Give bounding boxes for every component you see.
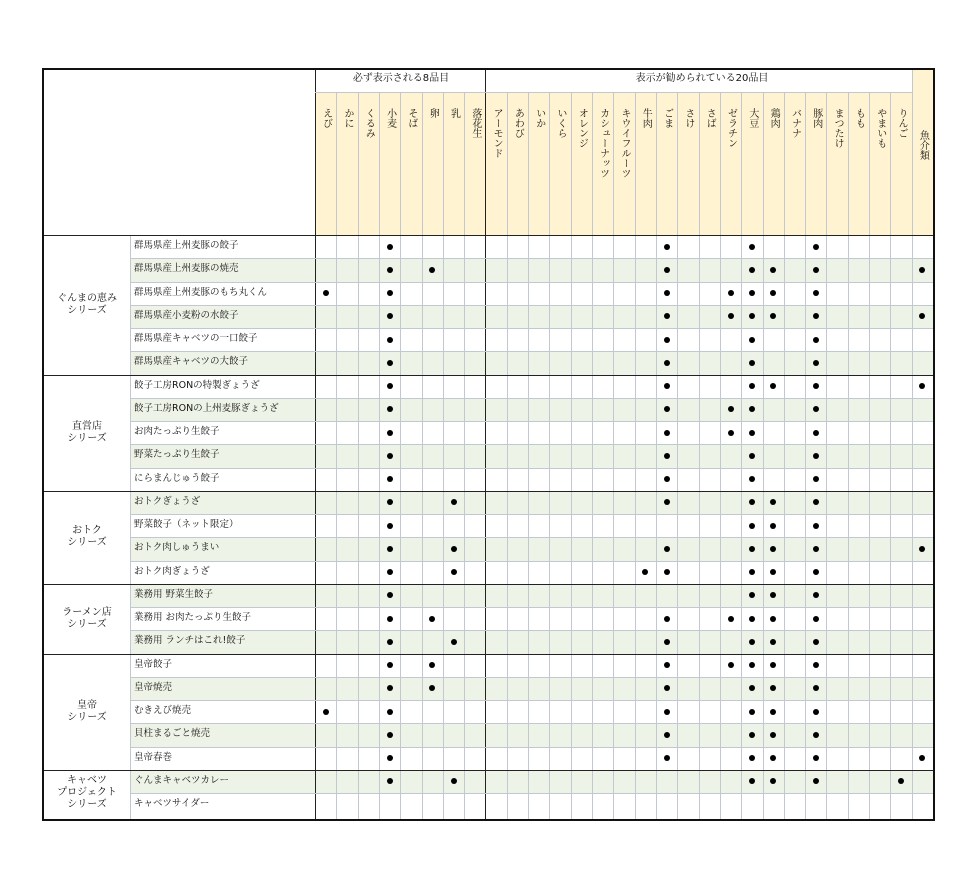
allergen-mark: [728, 290, 734, 296]
allergen-mark: [387, 476, 393, 482]
allergen-mark: [813, 546, 819, 552]
grid-line-h: [130, 421, 933, 422]
allergen-mark: [919, 755, 925, 761]
allergen-mark: [728, 662, 734, 668]
grid-line-v: [635, 92, 636, 819]
allergen-header: [507, 108, 528, 231]
grid-line-v: [741, 92, 742, 819]
allergen-mark: [813, 244, 819, 250]
allergen-mark: [770, 290, 776, 296]
grid-line-v: [699, 92, 700, 819]
allergen-label: いくら: [555, 108, 567, 138]
allergen-label: 卵: [427, 108, 439, 118]
allergen-mark: [770, 616, 776, 622]
product-name: 群馬県産キャベツの一口餃子: [134, 333, 258, 344]
allergen-mark: [664, 406, 670, 412]
product-name: むきえび焼売: [134, 705, 192, 716]
allergen-mark: [813, 709, 819, 715]
product-name: おトク肉ぎょうざ: [134, 565, 210, 577]
allergen-label: あわび: [512, 108, 524, 138]
allergen-mark: [451, 778, 457, 784]
allergen-header: [464, 108, 485, 231]
grid-line-v: [656, 92, 657, 819]
allergen-mark: [664, 499, 670, 505]
allergen-mark: [749, 546, 755, 552]
product-name: 群馬県産小麦粉の水餃子: [134, 309, 239, 321]
product-name: 業務用 ランチはこれ!餃子: [134, 635, 246, 647]
allergen-mark: [387, 639, 393, 645]
allergen-mark: [664, 267, 670, 273]
allergen-label: 落花生: [469, 108, 481, 138]
grid-line-h: [130, 630, 933, 631]
allergen-mark: [387, 267, 393, 273]
grid-line-h: [130, 747, 933, 748]
grid-line-v: [592, 92, 593, 819]
allergen-mark: [323, 709, 329, 715]
allergen-mark: [813, 290, 819, 296]
allergen-header: [571, 108, 592, 231]
grid-line-h: [130, 305, 933, 306]
allergen-header: [336, 108, 357, 231]
allergen-header: [422, 108, 443, 231]
allergen-mark: [387, 662, 393, 668]
product-name: 野菜餃子（ネット限定）: [134, 519, 239, 530]
series-label: [44, 375, 130, 491]
allergen-label: いか: [533, 108, 545, 128]
product-name: にらまんじゅう餃子: [134, 472, 220, 484]
allergen-label: キウイフルーツ: [618, 108, 630, 178]
allergen-header: [720, 108, 741, 231]
grid-line-h: [130, 537, 933, 538]
allergen-mark: [387, 732, 393, 738]
allergen-mark: [387, 383, 393, 389]
allergen-label: ごま: [661, 108, 673, 128]
allergen-mark: [770, 709, 776, 715]
allergen-label: ゼラチン: [725, 108, 737, 148]
allergen-label: カシューナッツ: [597, 108, 609, 178]
grid-line-h: [130, 607, 933, 608]
product-name: 貝柱まるごと焼売: [134, 728, 211, 740]
grid-line-v: [130, 235, 131, 819]
allergen-mark: [664, 569, 670, 575]
product-name: 業務用 野菜生餃子: [134, 588, 214, 600]
grid-line-h: [130, 398, 933, 399]
product-name: 餃子工房RONの上州麦豚ぎょうざ: [134, 402, 279, 414]
allergen-label: オレンジ: [576, 108, 588, 148]
grid-line-h: [130, 351, 933, 352]
allergen-mark: [387, 313, 393, 319]
allergen-label: えび: [320, 108, 332, 128]
allergen-header: [379, 108, 400, 231]
allergen-label: まつたけ: [832, 108, 844, 148]
allergen-mark: [664, 360, 670, 366]
allergen-mark: [749, 709, 755, 715]
allergen-mark: [770, 523, 776, 529]
product-name: 群馬県産上州麦豚の焼売: [134, 263, 239, 275]
allergen-mark: [749, 244, 755, 250]
grid-line-h: [44, 584, 933, 585]
allergen-mark: [770, 383, 776, 389]
allergen-label: さば: [704, 108, 716, 128]
allergen-header: [656, 108, 677, 231]
grid-line-h: [130, 677, 933, 678]
grid-line-v: [826, 92, 827, 819]
allergen-mark: [749, 732, 755, 738]
allergen-mark: [749, 569, 755, 575]
grid-line-v: [763, 92, 764, 819]
product-name: キャベツサイダー: [134, 798, 210, 809]
allergen-mark: [387, 616, 393, 622]
allergen-header: [485, 108, 506, 231]
series-label-line: ラーメン店: [62, 606, 112, 618]
allergen-mark: [387, 360, 393, 366]
allergen-mark: [387, 430, 393, 436]
allergen-mark: [813, 732, 819, 738]
allergen-mark: [749, 290, 755, 296]
allergen-mark: [749, 267, 755, 273]
grid-line-v: [379, 92, 380, 819]
allergen-mark: [451, 499, 457, 505]
allergen-mark: [664, 430, 670, 436]
allergen-mark: [387, 778, 393, 784]
allergen-mark: [387, 406, 393, 412]
allergen-mark: [749, 755, 755, 761]
allergen-label: 鶏肉: [768, 108, 780, 128]
allergen-label: くるみ: [363, 108, 375, 138]
allergen-mark: [749, 337, 755, 343]
product-name: お肉たっぷり生餃子: [134, 426, 220, 437]
allergen-mark: [451, 639, 457, 645]
series-label: [44, 770, 130, 817]
allergen-mark: [749, 430, 755, 436]
grid-line-v: [571, 92, 572, 819]
series-label: [44, 491, 130, 584]
grid-line-v: [613, 92, 614, 819]
grid-line-h: [130, 444, 933, 445]
group-title-required: 必ず表示される8品目: [352, 73, 450, 84]
allergen-mark: [813, 639, 819, 645]
allergen-header: [400, 108, 421, 231]
allergen-mark: [387, 592, 393, 598]
allergen-mark: [813, 616, 819, 622]
allergen-header: [549, 108, 570, 231]
allergen-header: [869, 108, 890, 231]
allergen-mark: [387, 453, 393, 459]
grid-line-v: [528, 92, 529, 819]
allergen-mark: [664, 732, 670, 738]
allergen-mark: [387, 244, 393, 250]
allergen-mark: [429, 662, 435, 668]
product-name: 群馬県産キャベツの大餃子: [134, 356, 249, 368]
product-name: 皇帝焼売: [134, 681, 173, 693]
product-name: ぐんまキャベツカレー: [134, 774, 230, 786]
allergen-mark: [919, 383, 925, 389]
grid-line-h: [44, 491, 933, 492]
allergen-mark: [664, 685, 670, 691]
allergen-mark: [387, 709, 393, 715]
allergen-header: [613, 108, 634, 231]
allergen-label: もも: [853, 108, 865, 128]
allergen-label: やまいも: [874, 108, 886, 148]
allergen-mark: [749, 662, 755, 668]
allergen-mark: [813, 569, 819, 575]
product-name: 群馬県産上州麦豚の餃子: [134, 240, 239, 251]
allergen-mark: [770, 755, 776, 761]
allergen-header: [912, 130, 933, 231]
allergen-mark: [664, 383, 670, 389]
series-label-line: おトク: [72, 525, 102, 537]
allergen-header: [741, 108, 762, 231]
allergen-mark: [387, 499, 393, 505]
grid-line-v: [720, 92, 721, 819]
series-label: [44, 654, 130, 770]
allergen-mark: [728, 313, 734, 319]
allergen-mark: [664, 476, 670, 482]
series-label-line: シリーズ: [67, 304, 107, 316]
allergen-mark: [813, 523, 819, 529]
series-label: [44, 235, 130, 375]
series-label-line: シリーズ: [67, 537, 107, 549]
series-label-line: シリーズ: [67, 618, 107, 630]
allergen-label: さけ: [682, 108, 694, 128]
allergen-header: [848, 108, 869, 231]
allergen-mark: [728, 430, 734, 436]
allergen-mark: [664, 337, 670, 343]
allergen-mark: [813, 360, 819, 366]
allergen-mark: [664, 313, 670, 319]
grid-line-h: [130, 793, 933, 794]
product-name: おトクぎょうざ: [134, 495, 201, 507]
series-label-line: シリーズ: [67, 711, 107, 723]
allergen-header: [358, 108, 379, 231]
allergen-mark: [387, 337, 393, 343]
allergen-label: 大豆: [746, 108, 758, 128]
grid-line-h: [44, 235, 933, 236]
allergen-mark: [813, 267, 819, 273]
allergen-mark: [323, 290, 329, 296]
allergen-mark: [451, 546, 457, 552]
allergen-mark: [387, 290, 393, 296]
allergen-mark: [728, 406, 734, 412]
allergen-label: 豚肉: [810, 108, 822, 128]
series-label-line: 直営店: [72, 420, 102, 432]
allergen-header: [826, 108, 847, 231]
allergen-header: [635, 108, 656, 231]
allergen-header: [315, 108, 336, 231]
allergen-mark: [749, 639, 755, 645]
allergen-label: 乳: [448, 108, 460, 118]
allergen-label: かに: [341, 108, 353, 128]
grid-line-v: [422, 92, 423, 819]
allergen-label: りんご: [896, 108, 908, 138]
allergen-mark: [664, 755, 670, 761]
grid-line-v: [805, 92, 806, 819]
series-label-line: シリーズ: [67, 432, 107, 444]
allergen-mark: [749, 453, 755, 459]
allergen-mark: [664, 546, 670, 552]
grid-line-h: [130, 468, 933, 469]
grid-line-v: [464, 92, 465, 819]
allergen-mark: [387, 569, 393, 575]
grid-line-h: [130, 328, 933, 329]
group-title-recommended: 表示が勧められている20品目: [635, 73, 769, 84]
allergen-mark: [451, 569, 457, 575]
allergen-mark: [664, 453, 670, 459]
allergen-mark: [813, 476, 819, 482]
allergen-mark: [749, 360, 755, 366]
grid-line-v: [400, 92, 401, 819]
grid-line-h: [44, 770, 933, 771]
allergen-mark: [749, 523, 755, 529]
allergen-mark: [813, 453, 819, 459]
allergen-mark: [749, 476, 755, 482]
allergen-label: 小麦: [384, 108, 396, 128]
grid-line-h: [130, 514, 933, 515]
allergen-mark: [813, 337, 819, 343]
grid-line-v: [784, 92, 785, 819]
allergen-mark: [664, 709, 670, 715]
allergen-mark: [728, 616, 734, 622]
allergen-header: [699, 108, 720, 231]
allergen-header: [528, 108, 549, 231]
allergen-header: [890, 108, 911, 231]
allergen-header: [784, 108, 805, 231]
grid-line-v: [677, 92, 678, 819]
series-label-line: 皇帝: [77, 699, 97, 711]
allergen-label: バナナ: [789, 108, 801, 138]
grid-line-h: [315, 92, 912, 93]
grid-line-v: [869, 92, 870, 819]
allergen-mark: [813, 430, 819, 436]
grid-line-h: [130, 561, 933, 562]
grid-line-h: [130, 258, 933, 259]
allergen-label: 牛肉: [640, 108, 652, 128]
grid-line-v: [890, 92, 891, 819]
allergen-mark: [664, 244, 670, 250]
allergen-mark: [387, 546, 393, 552]
grid-line-h: [130, 723, 933, 724]
grid-line-h: [44, 375, 933, 376]
allergen-mark: [387, 685, 393, 691]
allergen-mark: [770, 569, 776, 575]
product-name: 皇帝春巻: [134, 751, 173, 763]
series-label-line: ぐんまの恵み: [57, 292, 117, 304]
allergen-mark: [813, 662, 819, 668]
series-label: [44, 584, 130, 654]
allergen-mark: [664, 616, 670, 622]
grid-line-v: [549, 92, 550, 819]
allergen-header: [677, 108, 698, 231]
allergen-mark: [642, 569, 648, 575]
allergen-label: アーモンド: [491, 108, 503, 158]
product-name: おトク肉しゅうまい: [134, 542, 220, 554]
product-name: 群馬県産上州麦豚のもち丸くん: [134, 286, 268, 298]
product-name: 餃子工房RONの特製ぎょうざ: [134, 379, 260, 391]
grid-line-h: [44, 654, 933, 655]
allergen-mark: [429, 616, 435, 622]
allergen-mark: [749, 383, 755, 389]
grid-line-v: [358, 92, 359, 819]
series-label-line: シリーズ: [67, 799, 107, 810]
allergen-mark: [387, 523, 393, 529]
grid-line-h: [130, 282, 933, 283]
allergen-mark: [664, 639, 670, 645]
product-name: 皇帝餃子: [134, 658, 173, 670]
allergen-mark: [664, 662, 670, 668]
allergen-header: [443, 108, 464, 231]
allergen-mark: [770, 662, 776, 668]
allergen-table: [42, 68, 935, 821]
allergen-mark: [813, 383, 819, 389]
product-name: 業務用 お肉たっぷり生餃子: [134, 612, 252, 623]
allergen-label: そば: [405, 108, 417, 128]
allergen-label: 魚介類: [917, 130, 929, 160]
allergen-mark: [813, 755, 819, 761]
allergen-header: [805, 108, 826, 231]
allergen-mark: [749, 616, 755, 622]
grid-line-h: [130, 700, 933, 701]
product-name: 野菜たっぷり生餃子: [134, 449, 220, 461]
allergen-mark: [664, 290, 670, 296]
grid-line-v: [443, 92, 444, 819]
allergen-header: [763, 108, 784, 231]
allergen-header: [592, 108, 613, 231]
allergen-mark: [387, 755, 393, 761]
series-label-line: プロジェクト: [57, 787, 117, 798]
grid-line-v: [848, 92, 849, 819]
grid-line-v: [507, 92, 508, 819]
grid-line-v: [336, 92, 337, 819]
series-label-line: キャベツ: [67, 775, 107, 786]
